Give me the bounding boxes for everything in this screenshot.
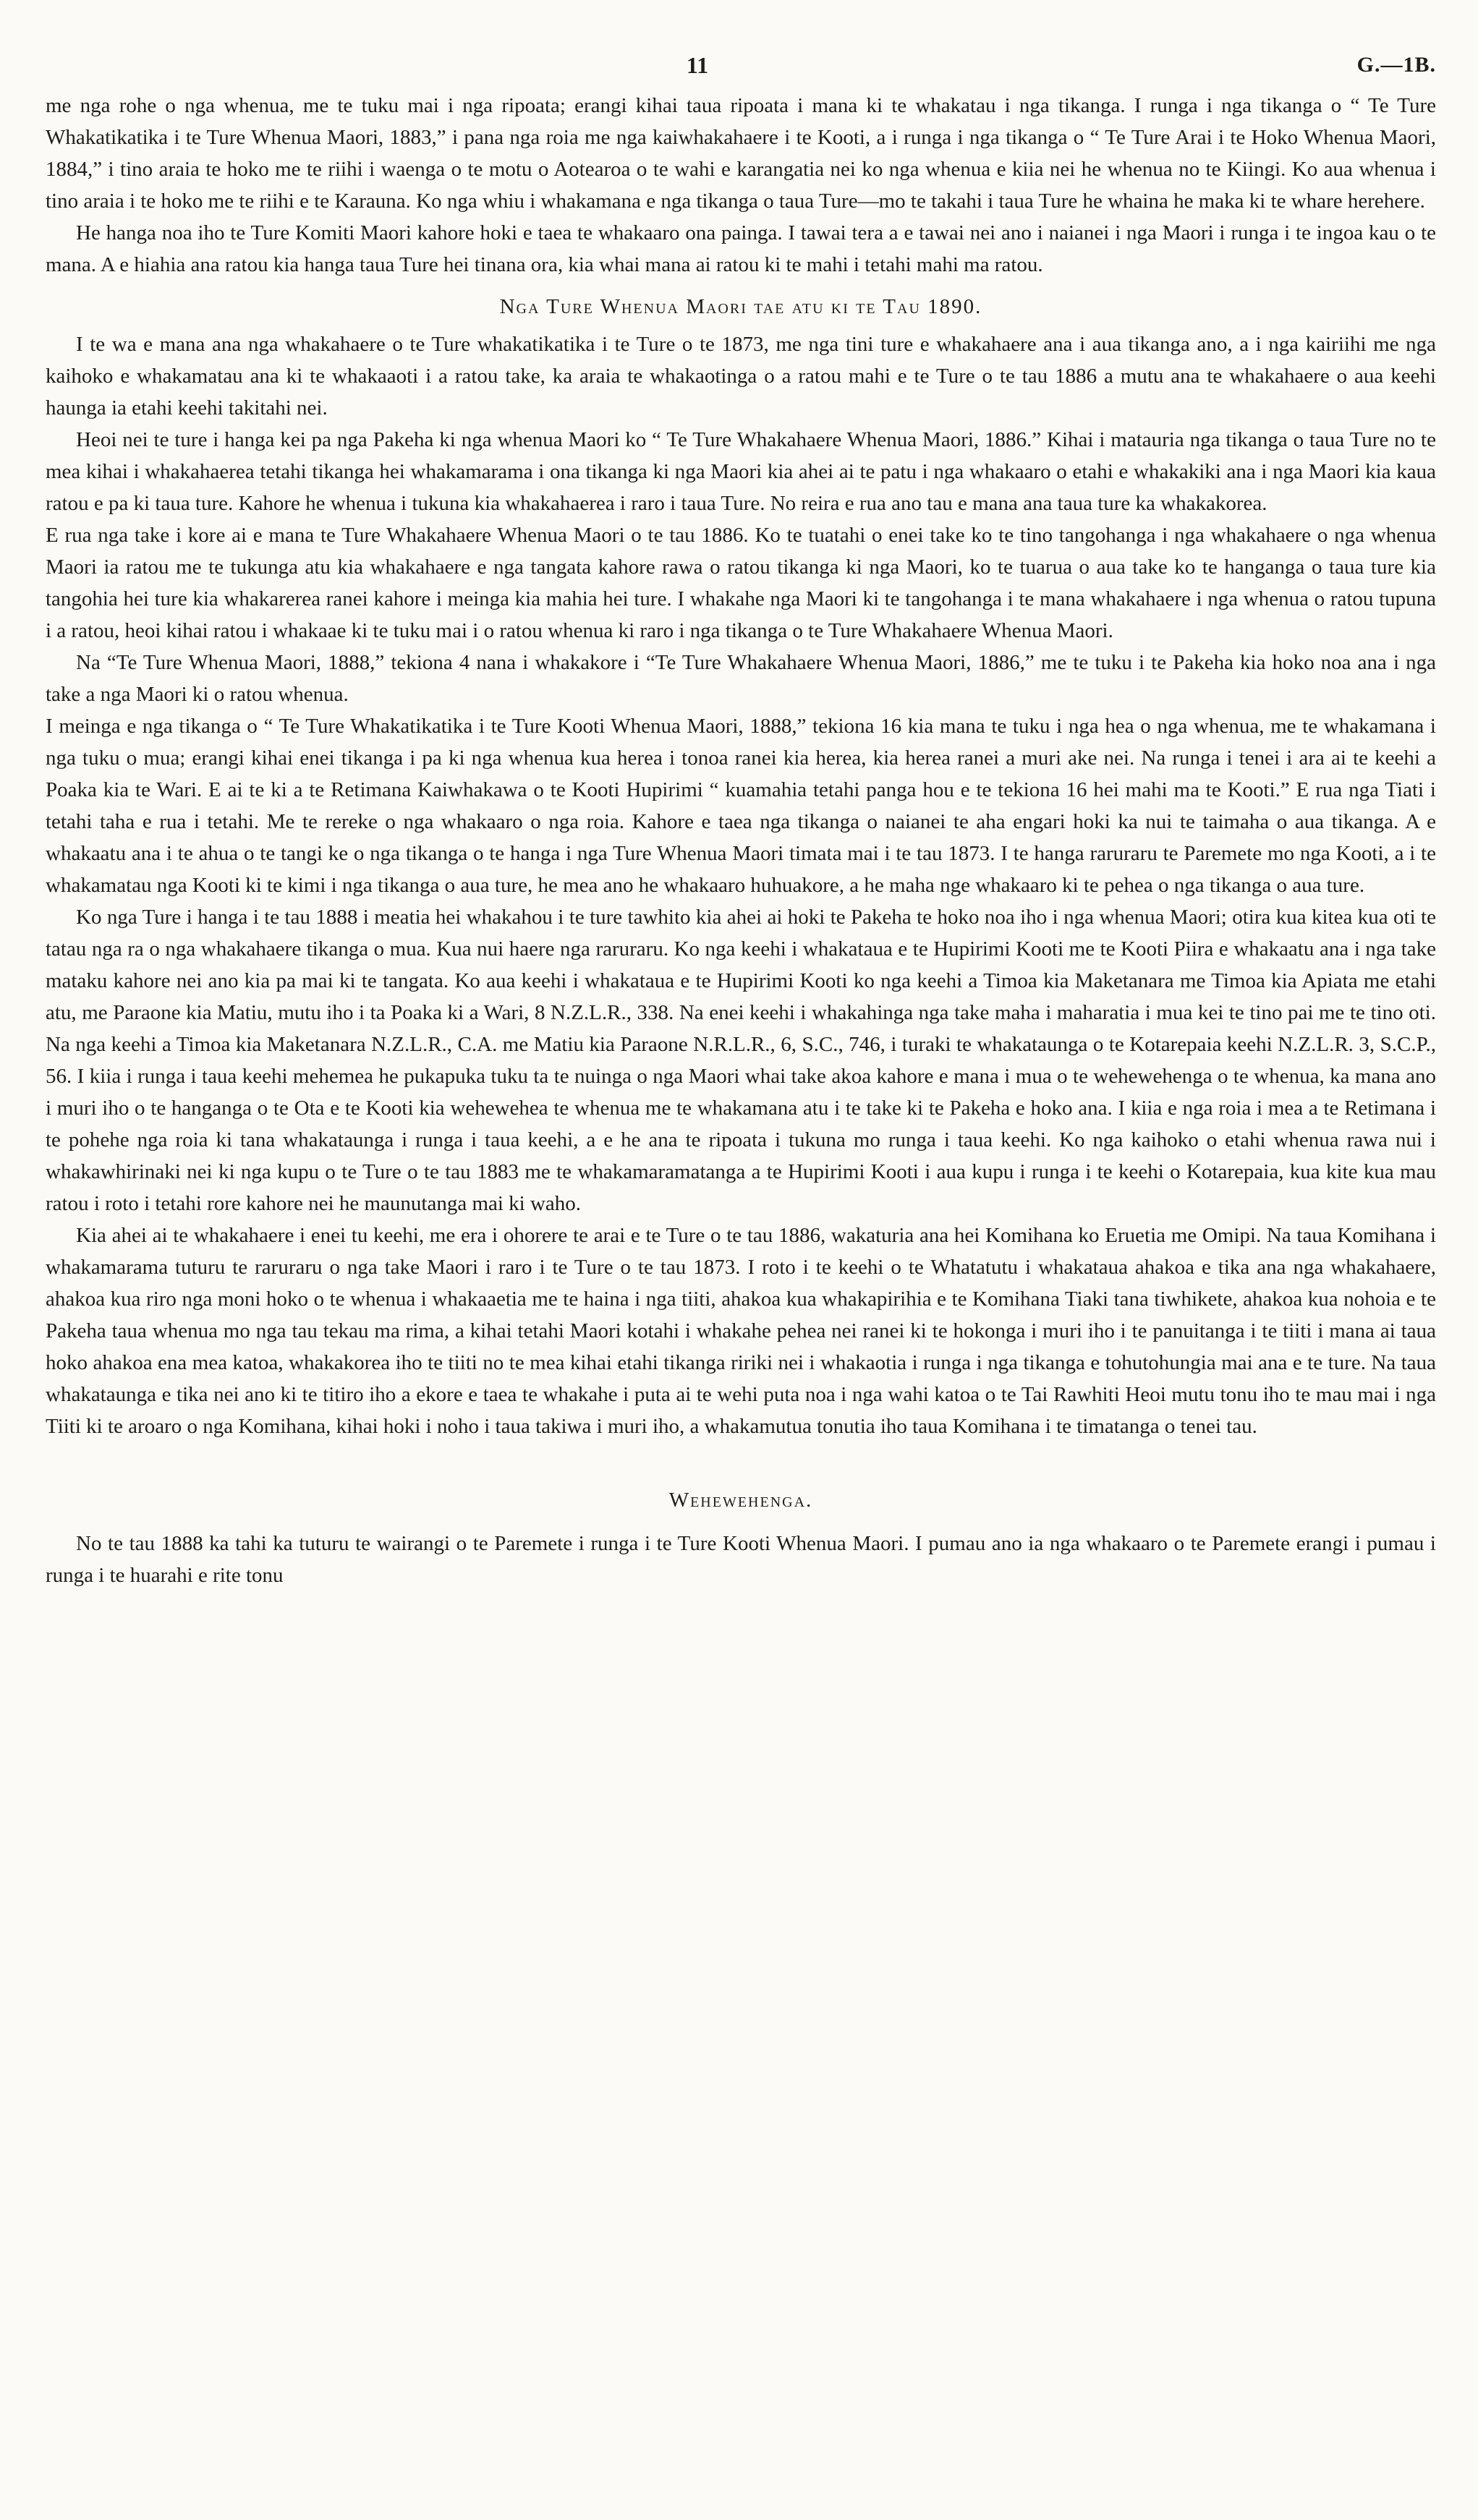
paragraph: No te tau 1888 ka tahi ka tuturu te wairangi o te Paremete i runga i te Ture Kooti Whenua Maori. I pumau ano ia nga whakaaro o te Paremete erangi i pumau i runga i te huarahi e rite tonu: [46, 1532, 1436, 1587]
section-heading: Nga Ture Whenua Maori tae atu ki te Tau 1890.: [499, 295, 982, 318]
paragraph: Heoi nei te ture i hanga kei pa nga Pakeha ki nga whenua Maori ko “ Te Ture Whakahaere Whenua Maori, 1886.” Kihai i matauria nga tikanga o taua Ture no te mea kihai i whakahaerea tetahi tikanga hei whakamarama i ona tikanga ki nga Maori kia ahei ai te patu i nga whakaaro o etahi e whakakiki ana i nga Maori kia kaua ratou e pa ki taua ture. Kahore he whenua i tukuna kia whakahaerea i raro i taua Ture. No reira e rua ano tau e mana ana taua ture ka whakakorea.: [46, 428, 1436, 515]
paragraph: Na “Te Ture Whenua Maori, 1888,” tekiona 4 nana i whakakore i “Te Ture Whakahaere Whenua Maori, 1886,” me te tuku i te Pakeha kia hoko noa ana i nga take a nga Maori ki o ratou whenua.: [46, 651, 1436, 706]
section-heading: Wehewehenga.: [668, 1489, 813, 1512]
page-number: 11: [686, 52, 709, 78]
page-header: [46, 49, 1436, 85]
paragraph: Kia ahei ai te whakahaere i enei tu keehi, me era i ohorere te arai e te Ture o te tau 1886, wakaturia ana hei Komihana ko Eruetia me Omipi. Na taua Komihana i whakamarama tuturu te raruraru o nga take Maori i raro i te Ture o te tau 1873. I roto i te keehi o te Whatatutu i whakataua ahakoa e tika ana nga whakahaere, ahakoa kua riro nga moni hoko o te whenua i whakaaetia me te haina i nga tiiti, ahakoa kua whakapirihia e te Komihana Tiaki tana tiwhikete, ahakoa kua nohoia e te Pakeha taua whenua mo nga tau tekau ma rima, a kihai tetahi Maori kotahi i whakahe pehea nei ranei ki te hokonga i muri iho i te panuitanga i te tiiti i mana ai taua hoko ahakoa ena mea katoa, whakakorea iho te tiiti no te mea kihai etahi tikanga ririki nei i whakaotia i runga i nga tikanga e tohutohungia mai ana e te ture. Na taua whakataunga e tika nei ano ki te titiro iho a ekore e taea te whakahe i puta ai te wehi puta noa i nga wahi katoa o te Tai Rawhiti Heoi mutu tonu iho te mau mai i nga Tiiti ki te aroaro o nga Komihana, kihai hoki i noho i taua takiwa i muri iho, a whakamutua tonutia iho taua Komihana i te timatanga o tenei tau.: [46, 1224, 1436, 1438]
document-body: [46, 90, 1436, 1591]
paragraph: I meinga e nga tikanga o “ Te Ture Whakatikatika i te Ture Kooti Whenua Maori, 1888,” tekiona 16 kia mana te tuku i nga hea o nga whenua, me te whakamana i nga tuku o mua; erangi kihai enei tikanga i pa ki nga whenua kua herea i tonoa ranei kia herea, kia herea ranei a muri ake nei. Na runga i tenei i ara ai te keehi a Poaka kia te Wari. E ai te ki a te Retimana Kaiwhakawa o te Kooti Hupirimi “ kuamahia tetahi panga hou e te tekiona 16 hei mahi ma te Kooti.” E rua nga Tiati i tetahi taha e rua i tetahi. Me te rereke o nga whakaaro o nga roia. Kahore e taea nga tikanga o naianei te aha engari hoki ka nui te taimaha o aua tikanga. A e whakaatu ana i te ahua o te tangi ke o nga tikanga o te hanga i nga Ture Whenua Maori timata mai i te tau 1873. I te hanga raruraru te Paremete mo nga Kooti, a i te whakamatau nga Kooti ki te kimi i nga tikanga o aua ture, he mea ano he whakaaro huhuakore, a he maha nge whakaaro ki te pehea o nga tikanga o aua ture.: [46, 715, 1436, 897]
paragraph: me nga rohe o nga whenua, me te tuku mai i nga ripoata; erangi kihai taua ripoata i mana ki te whakatau i nga tikanga. I runga i nga tikanga o “ Te Ture Whakatikatika i te Ture Whenua Maori, 1883,” i pana nga roia me nga kaiwhakahaere i te Kooti, a i runga i nga tikanga o “ Te Ture Arai i te Hoko Whenua Maori, 1884,” i tino araia te hoko me te riihi i waenga o te motu o Aotearoa o te wahi e karangatia nei ko nga whenua e kiia nei he whenua no te Kiingi. Ko aua whenua i tino araia i te hoko me te riihi e te Karauna. Ko nga whiu i whakamana e nga tikanga o taua Ture—mo te takahi i taua Ture he whaina he maka ki te whare herehere.: [46, 94, 1436, 213]
paragraph: E rua nga take i kore ai e mana te Ture Whakahaere Whenua Maori o te tau 1886. Ko te tuatahi o enei take ko te tino tangohanga i nga whakahaere o nga whenua Maori ia ratou me te tukunga atu kia whakahaere e nga tangata kahore rawa o ratou tikanga ki nga Maori, ko te tuarua o aua take ko te hanganga o taua ture kia tangohia hei ture kia whakarerea ranei kahore i meinga kia mahia hei ture. I whakahe nga Maori ki te tangohanga i te mana whakahaere i nga whenua o ratou tupuna i a ratou, heoi kihai ratou i whakaae ki te tuku mai i o ratou whenua ki raro i nga tikanga o te Ture Whakahaere Whenua Maori.: [46, 524, 1436, 642]
paragraph: He hanga noa iho te Ture Komiti Maori kahore hoki e taea te whakaaro ona painga. I tawai tera a e tawai nei ano i naianei i nga Maori i runga i te ingoa kau o te mana. A e hiahia ana ratou kia hanga taua Ture hei tinana ora, kia whai mana ai ratou ki te mahi i tetahi mahi ma ratou.: [46, 221, 1436, 276]
paragraph: Ko nga Ture i hanga i te tau 1888 i meatia hei whakahou i te ture tawhito kia ahei ai hoki te Pakeha te hoko noa iho i nga whenua Maori; otira kua kitea kua oti te tatau nga ra o nga whakahaere tikanga o mua. Kua nui haere nga raruraru. Ko nga keehi i whakataua e te Hupirimi Kooti me te Kooti Piira e whakaatu ana i nga take mataku kahore nei ano kia pa mai ki te tangata. Ko aua keehi i whakataua e te Hupirimi Kooti ko nga keehi a Timoa kia Maketanara me Timoa kia Apiata me etahi atu, me Paraone kia Matiu, mutu iho i ta Poaka ki a Wari, 8 N.Z.L.R., 338. Na enei keehi i whakahinga nga take maha i maharatia i mua kei te tino pai me te tino oti. Na nga keehi a Timoa kia Maketanara N.Z.L.R., C.A. me Matiu kia Paraone N.R.L.R., 6, S.C., 746, i turaki te whakataunga o te Kotarepaia keehi N.Z.L.R. 3, S.C.P., 56. I kiia i runga i taua keehi mehemea he pukapuka tuku ta te nuinga o nga Maori whai take akoa kahore e mana i mua o te wehewehenga o te whenua, ka mana ano i muri iho o te hanganga o te Ota e te Kooti kia wehewehea te whenua me te whakamana atu i te take ki te Pakeha e hoko ana. I kiia e nga roia i mea a te Retimana i te pohehe nga roia ki tana whakataunga i runga i taua keehi, a e he ana te ripoata i tukuna mo runga i taua keehi. Ko nga kaihoko o etahi whenua rawa nui i whakawhirinaki nei ki nga kupu o te Ture o te tau 1883 me te whakamaramatanga a te Hupirimi Kooti i aua kupu i runga i te keehi o Kotarepaia, kua kite kua mau ratou i roto i tetahi rore kahore nei he maunutanga mai ki waho.: [46, 906, 1436, 1215]
paragraph: I te wa e mana ana nga whakahaere o te Ture whakatikatika i te Ture o te 1873, me nga tini ture e whakahaere ana i aua tikanga ano, a i nga kairiihi me nga kaihoko e whakamatau ana ki te whakaaoti i a ratou take, ka araia te whakaotinga o a ratou mahi e te Ture o te tau 1886 a mutu ana te whakahaere o aua keehi haunga ia etahi keehi takitahi nei.: [46, 333, 1436, 420]
document-reference: G.—1B.: [1356, 53, 1436, 77]
